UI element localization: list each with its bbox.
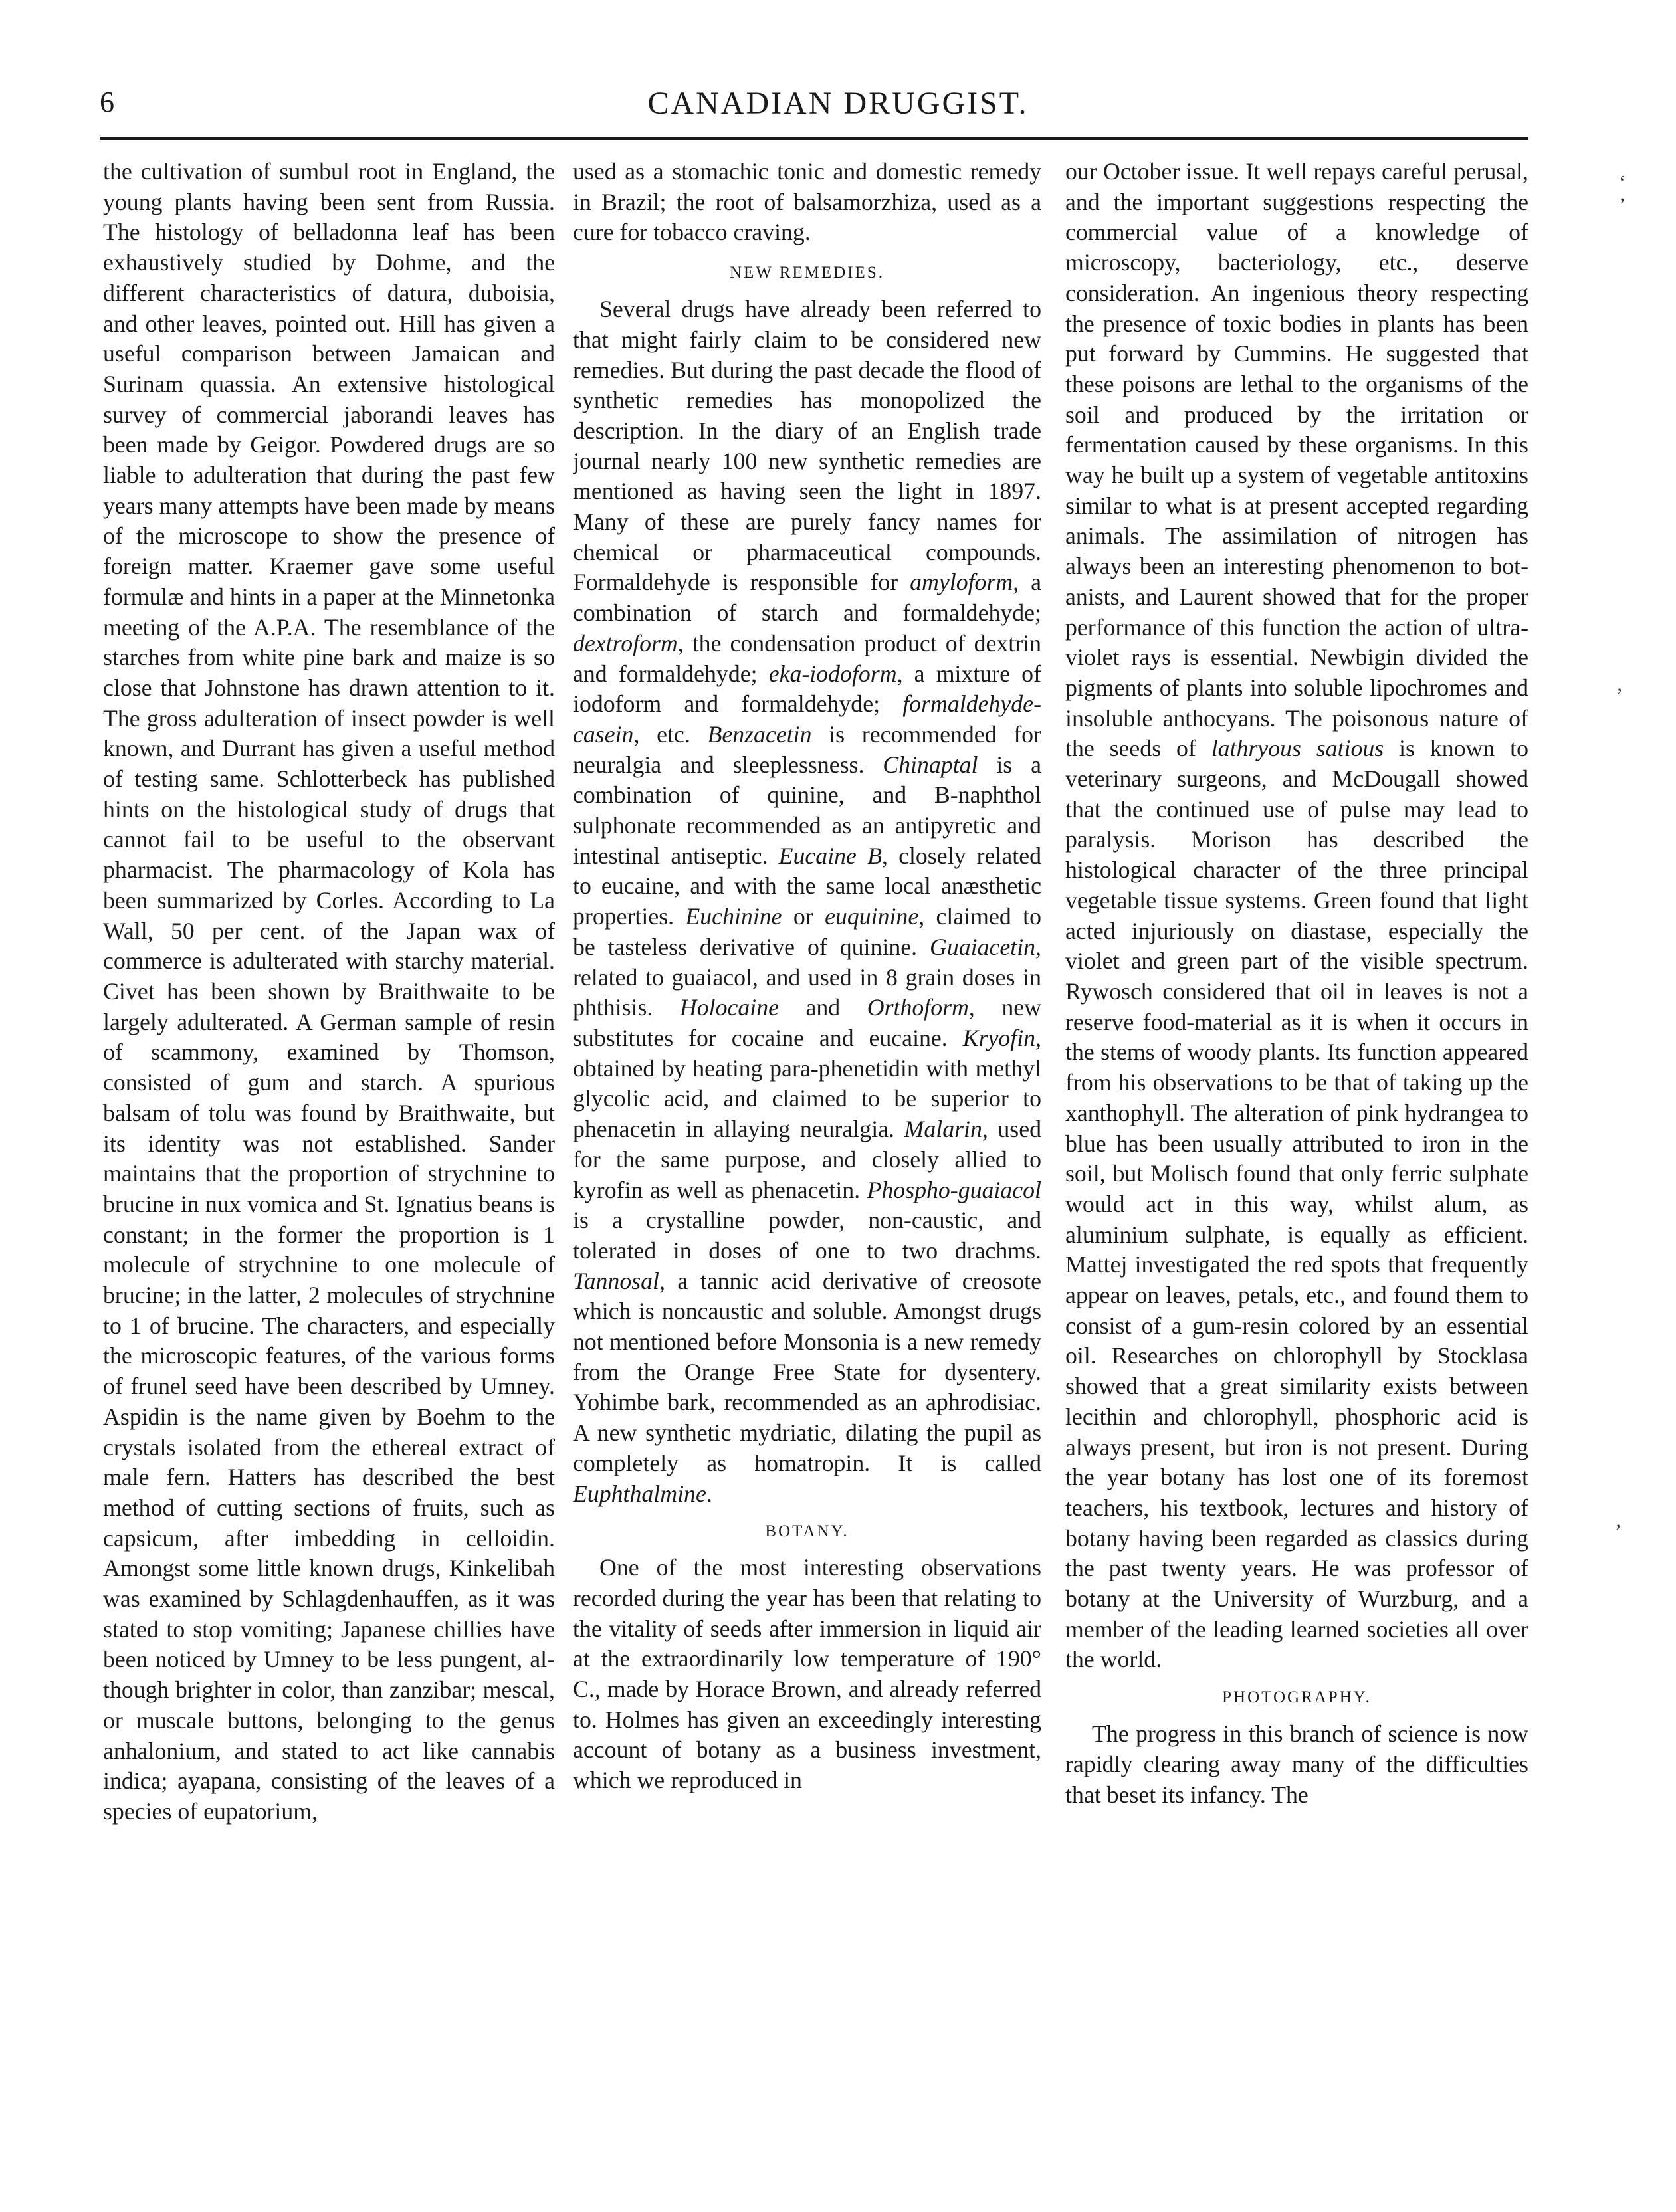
remedy-name: Phospho-guaiacol xyxy=(867,1176,1041,1203)
text-run: . xyxy=(706,1480,712,1507)
margin-mark: ’ xyxy=(1619,194,1625,216)
text-run: our October issue. It well repays careful perusal, and the important suggestions respecting the commercial value of a knowledge of microscopy, bacteriology, etc., deserve consideration. An ingenious theory respecting the presence of toxic bodies in plants has been put forward by Cummins. He suggested that these poisons are lethal to the organisms of the soil and produced by the irritation or fermentation caused by these organisms. In this way he built up a system of vegetable antitoxins similar to what is at present accepted regarding animals. The assimilation of nitrogen has always been an interesting phenomenon to botanists, and Laurent showed that for the proper performance of this function the action of ultra-violet rays is essential. Newbigin divided the pigments of plants into soluble lipochromes and insoluble anthocyans. The poisonous nature of the seeds of xyxy=(1065,158,1528,762)
page-number: 6 xyxy=(100,86,114,118)
margin-mark: ’ xyxy=(1616,684,1623,706)
text-run: Several drugs have already been referred to that might fairly claim to be considered new remedies. But during the past decade the flood of synthetic remedies has monopolized the description. In the diary of an English trade journal nearly 100 new synthetic remedies are mentioned as having seen the light in 1897. Many of these are purely fancy names for chemical or pharmaceutical compounds. Formaldehyde is responsible for xyxy=(573,296,1041,596)
text-run: is a crystalline powder, non-caustic, and tolerated in doses of one to two drachms. xyxy=(573,1207,1041,1264)
text-run: or xyxy=(782,903,825,930)
remedy-name: Orthoform xyxy=(867,994,969,1021)
heading-new-remedies: NEW REMEDIES. xyxy=(730,264,885,282)
column-3 xyxy=(1065,157,1528,2190)
col3-paragraph-1 xyxy=(1065,157,1528,1675)
heading-photography: PHOTOGRAPHY. xyxy=(1222,1688,1372,1707)
text-run: , the condensation product of dextrin and formaldehyde; xyxy=(573,629,1041,687)
remedy-name: Guaiacetin xyxy=(929,933,1036,960)
remedy-name: Benzacetin xyxy=(707,720,812,748)
text-run: , new substitutes for cocaine and eucaine. xyxy=(573,994,1041,1051)
remedy-name: Kryofin xyxy=(962,1024,1036,1051)
text-run: , obtained by heating para-phenetidin with methyl glycolic acid, and claimed to be superior to phenacetin in allaying neuralgia. xyxy=(573,1024,1041,1143)
remedy-name: Holocaine xyxy=(679,994,779,1021)
remedy-name: Tannosal xyxy=(573,1267,659,1294)
remedy-name: Euphthalmine xyxy=(573,1480,706,1507)
text-run: is a combination of quinine, and B-naphthol sulphonate recommended as an antipyretic and intestinal antiseptic. xyxy=(573,751,1041,869)
text-run: , etc. xyxy=(633,720,708,748)
text-run: is recommended for neuralgia and sleeplessness. xyxy=(573,720,1041,778)
remedy-name: Chinaptal xyxy=(883,751,978,778)
remedy-name: Eucaine B xyxy=(778,842,882,869)
text-run: , closely related to eucaine, and with the same local anæsthetic properties. xyxy=(573,842,1041,930)
text-run: , related to guaiacol, and used in 8 grain doses in phthisis. xyxy=(573,933,1041,1021)
running-head: CANADIAN DRUGGIST. xyxy=(647,86,1029,121)
text-run: and xyxy=(779,994,867,1021)
text-run: , a combination of starch and formaldehyde; xyxy=(573,569,1041,627)
text-run: , claimed to be tasteless derivative of quinine. xyxy=(573,903,1041,960)
text-run: is known to veterinary surgeons, and McDougall showed that the continued use of pulse may lead to paralysis. Morison has described the histological character of the three principal vegetable tissue systems. Green found that light acted injuriously on diastase, especially the violet and green part of the visible spectrum. Rywosch considered that oil in leaves is not a reserve food-material as it is when it occurs in the stems of woody plants. Its function appeared from his observations to be that of taking up the xanthophyll. The alteration of pink hydrangea to blue has been usually attributed to iron in the soil, but Molisch found that only ferric sulphate would act in this way, whilst alum, as aluminium sulphate, is equally as efficient. Mattej investigated the red spots that frequently appear on leaves, petals, etc., and found them to consist of a gum-resin colored by an essential oil. Researches on chlorophyll by Stocklasa showed that a great similarity exists between lecithin and chlorophyll, phosphoric acid is always present, but iron is not present. During the year botany has lost one of its foremost teachers, his textbook, lectures and history of botany having been regarded as classics during the past twenty years. He was professor of botany at the University of Wurzburg, and a member of the leading learned societies all over the world. xyxy=(1065,735,1528,1673)
margin-mark: ’ xyxy=(1615,1520,1622,1542)
col3-paragraph-photography: The progress in this branch of science is now rapidly clearing away many of the difficulties that beset its infancy. The xyxy=(1065,1720,1528,1808)
remedy-name: euquinine xyxy=(825,903,919,930)
text-run: , used for the same purpose, and closely allied to kyrofin as well as phenacetin. xyxy=(573,1116,1041,1203)
remedy-name: eka-iodoform xyxy=(768,660,897,687)
col2-paragraph-botany: One of the most interesting observations recorded during the year has been that relating to the vitality of seeds after immersion in liquid air at the extraordinarily low temperature of 190° C., made by Horace Brown, and already referred to. Holmes has given an exceedingly interesting account of botany as a business investment, which we reproduced in xyxy=(573,1554,1041,1794)
col2-paragraph-new-remedies xyxy=(573,294,1041,1509)
species-name: lathryous satious xyxy=(1211,735,1384,762)
text-run: , a mixture of iodoform and formaldehyde; xyxy=(573,660,1041,718)
column-2 xyxy=(573,157,1041,2190)
text-run: , a tannic acid derivative of creosote which is noncaustic and soluble. Amongst drugs not mentioned before Monsonia is a new remedy from the Orange Free State for dysentery. Yohimbe bark, recommended as an aphrodisiac. A new synthetic mydriatic, dilating the pupil as completely as homatropin. It is called xyxy=(573,1267,1041,1476)
remedy-name: Malarin xyxy=(904,1116,982,1143)
remedy-name: amyloform xyxy=(910,569,1013,596)
margin-mark: ‘ xyxy=(1619,171,1625,193)
header-rule xyxy=(100,137,1528,140)
remedy-name: formaldehyde-casein xyxy=(573,690,1041,748)
remedy-name: Euchinine xyxy=(685,903,782,930)
col2-paragraph-1: used as a stomachic tonic and domestic remedy in Brazil; the root of balsamorzhiza, used as a cure for tobacco craving. xyxy=(573,158,1041,246)
remedy-name: dextroform xyxy=(573,629,678,656)
column-1 xyxy=(103,157,555,2190)
col1-paragraph-1: the cultivation of sumbul root in England, the young plants having been sent from Russia. The histology of belladonna leaf has been exhaustively studied by Dohme, and the different characteristics of datura, duboisia, and other leaves, pointed out. Hill has given a useful comparison between Jamaican and Surinam quassia. An extensive histological survey of commercial jaborandi leaves has been made by Geigor. Powdered drugs are so liable to adulteration that during the past few years many attempts have been made by means of the microscope to show the presence of foreign matter. Kraemer gave some useful formulæ and hints in a paper at the Minnetonka meeting of the A.P.A. The resemblance of the starches from white pine bark and maize is so close that Johnstone has drawn attention to it. The gross adulteration of insect powder is well known, and Durrant has given a useful method of testing same. Schlotterbeck has published hints on the histological study of drugs that cannot fail to be useful to the observant pharmacist. The pharmacology of Kola has been summarized by Corles. According to La Wall, 50 per cent. of the Japan wax of commerce is adulterated with starchy material. Civet has been shown by Braithwaite to be largely adulterated. A German sample of resin of scammony, examined by Thomson, consisted of gum and starch. A spurious balsam of tolu was found by Braithwaite, but its identity was not established. Sander maintains that the proportion of strychnine to brucine in nux vomica and St. Ignatius beans is constant; in the former the proportion is 1 molecule of strychnine to one molecule of brucine; in the latter, 2 molecules of strychnine to 1 of brucine. The characters, and especially the microscopic features, of the various forms of frunel seed have been described by Umney. Aspidin is the name given by Boehm to the crystals isolated from the ethereal extract of male fern. Hatters has described the best method of cutting sections of fruits, such as capsicum, after imbedding in celloidin. Amongst some little known drugs, Kinkelibah was examined by Schlagdenhauffen, as it was stated to stop vomiting; Japanese chillies have been noticed by Umney to be less pungent, although brighter in color, than zanzibar; mescal, or muscale buttons, belonging to the genus anhalonium, and stated to act like cannabis indica; ayapana, consisting of the leaves of a species of eupatorium, xyxy=(103,158,555,1825)
heading-botany: BOTANY. xyxy=(765,1522,849,1541)
